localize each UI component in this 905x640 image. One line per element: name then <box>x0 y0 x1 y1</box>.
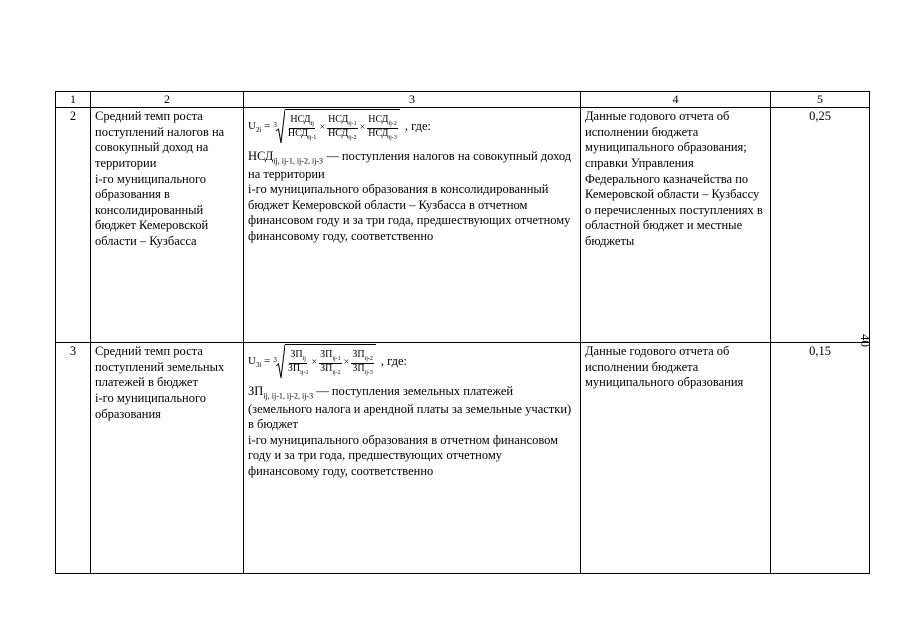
times-sign: × <box>311 356 318 368</box>
formula-description <box>248 384 576 480</box>
radicand <box>285 344 376 380</box>
times-sign: × <box>359 121 366 133</box>
root-index: 3 <box>273 121 277 129</box>
row-number: 3 <box>56 343 91 574</box>
symbol: НСД <box>248 149 274 163</box>
header-cell-5: 5 <box>771 92 870 108</box>
formula-lhs: $U_{3i}$ = <box>248 354 271 369</box>
symbol: ЗП <box>248 384 264 398</box>
formula-lhs: $U_{2i}$ = <box>248 119 271 134</box>
header-cell-3: 3 <box>244 92 581 108</box>
table-row <box>56 108 870 343</box>
cube-root <box>273 344 376 380</box>
radical-sign-icon <box>276 344 285 380</box>
formula <box>248 344 576 380</box>
header-cell-4: 4 <box>581 92 771 108</box>
row-number: 2 <box>56 108 91 343</box>
fraction: $\frac{НСД_{ij-1}}{НСД_{ij-2}}$ <box>328 114 357 141</box>
description-text: — поступления земельных платежей (земельного налога и арендной платы за земельные участки) в бюджет i-го муниципального образования в отчетном финансовом году и за три года, предшествующих отчетному финансовому году, соответственно <box>248 384 572 478</box>
indicator-table <box>55 91 870 574</box>
weight-value: 0,25 <box>771 108 870 343</box>
cube-root <box>273 109 399 145</box>
formula-cell <box>244 108 581 343</box>
times-sign: × <box>343 356 350 368</box>
radicand <box>285 109 400 145</box>
formula-where: , где: <box>380 354 408 369</box>
page-number: 40 <box>858 334 873 347</box>
weight-value: 0,15 <box>771 343 870 574</box>
symbol-subscript: ij, ij-1, ij-2, ij-3 <box>273 156 324 166</box>
header-cell-2: 2 <box>91 92 244 108</box>
formula-cell <box>244 343 581 574</box>
header-row <box>56 92 870 108</box>
fraction: $\frac{ЗП_{ij-2}}{ЗП_{ij-3}}$ <box>352 349 373 376</box>
times-sign: × <box>319 121 326 133</box>
data-source: Данные годового отчета об исполнении бюджета муниципального образования <box>581 343 771 574</box>
header-cell-1: 1 <box>56 92 91 108</box>
fraction: $\frac{ЗП_{ij-1}}{ЗП_{ij-2}}$ <box>320 349 341 376</box>
description-text: — поступления налогов на совокупный доход на территории i-го муниципального образования в консолидированный бюджет Кемеровской области – Кузбасса в отчетном финансовом году и за три года, предшествующих отчетному финансовому году, соответственно <box>248 149 572 243</box>
table-row <box>56 343 870 574</box>
formula-description <box>248 149 576 245</box>
fraction: $\frac{ЗП_{ij}}{ЗП_{ij-1}}$ <box>287 349 309 376</box>
root-index: 3 <box>273 356 277 364</box>
radical-sign-icon <box>276 109 285 145</box>
fraction: $\frac{НСД_{ij-2}}{НСД_{ij-3}}$ <box>368 114 397 141</box>
formula <box>248 109 576 145</box>
formula-where: , где: <box>404 119 431 134</box>
data-source: Данные годового отчета об исполнении бюджета муниципального образования; справки Управления Федерального казначейства по Кемеровской области – Кузбассу о перечисленных поступлениях в областной бюджет и местные бюджеты <box>581 108 771 343</box>
fraction: $\frac{НСД_{ij}}{НСД_{ij-1}}$ <box>287 114 317 141</box>
symbol-subscript: ij, ij-1, ij-2, ij-3 <box>263 391 314 401</box>
indicator-name: Средний темп роста поступлений земельных платежей в бюджет i-го муниципального образования <box>91 343 244 574</box>
indicator-name: Средний темп роста поступлений налогов на совокупный доход на территории i-го муниципального образования в консолидированный бюджет Кемеровской области – Кузбасса <box>91 108 244 343</box>
